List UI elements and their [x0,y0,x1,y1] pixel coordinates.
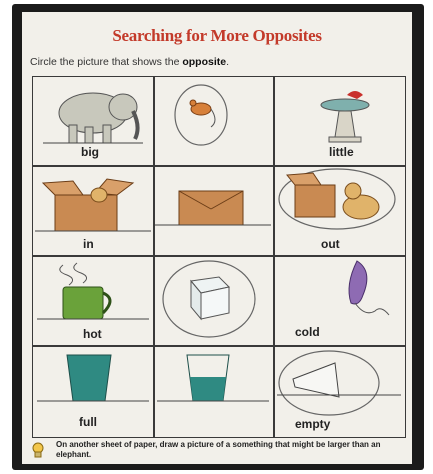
instruction-prefix: Circle the picture that shows the [30,56,183,68]
cell-mouse[interactable] [153,77,273,165]
word-little: little [329,145,354,159]
word-in: in [83,237,94,251]
closed-box-icon [153,165,273,255]
worksheet-page [22,12,412,464]
instruction-text [30,56,229,68]
ice-cube-icon [153,255,273,345]
cell-half-glass[interactable] [153,345,273,437]
word-full: full [79,415,97,429]
word-cold: cold [295,325,320,339]
popsicle-icon [273,255,405,345]
cell-full[interactable] [33,345,153,437]
cell-in[interactable] [33,165,153,255]
word-out: out [321,237,340,251]
cell-box[interactable] [153,165,273,255]
mouse-icon [153,77,273,165]
instruction-emphasis: opposite [182,56,227,68]
word-empty: empty [295,417,331,431]
cell-empty[interactable] [273,345,405,437]
word-hot: hot [83,327,102,341]
footer-prompt: On another sheet of paper, draw a picture of a something that might be larger than an elephant. [56,440,381,459]
tipped-glass-icon [273,345,405,437]
cell-out[interactable] [273,165,405,255]
cell-hot[interactable] [33,255,153,345]
opposites-grid [32,76,406,438]
word-big: big [81,145,99,159]
cell-ice[interactable] [153,255,273,345]
cell-little[interactable] [273,77,405,165]
worksheet-title: Searching for More Opposites [112,26,322,45]
lightbulb-icon [32,442,44,458]
cell-big[interactable] [33,77,153,165]
instruction-suffix: . [226,56,229,68]
half-glass-icon [153,345,273,437]
cell-cold[interactable] [273,255,405,345]
